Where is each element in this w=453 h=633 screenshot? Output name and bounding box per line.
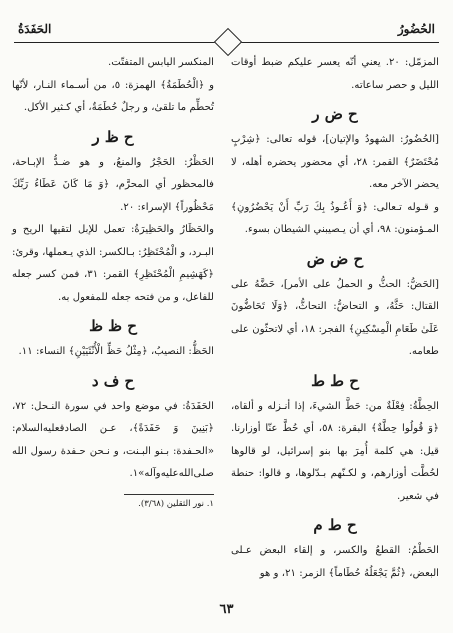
entry-paragraph: الحِطَّةُ: فِعْلَةٌ من: حَطَّ الشيءَ، إذا أنـزله و ألقاه، ﴿وَ قُولُوا حِطَّةٌ﴾ البقرة: ٥٨، أي حُطَّ عنّا أوزارنا. قيل: هي كلمة أُمِرَ بها بنو إسرائيل، لو قالوها لحُطَّت أوزارهم، و لكـنّهم بـدّلوها، و قالوا: حنطة في شعير.	[231, 400, 440, 502]
entry-root-heading: ح ض ض	[306, 249, 364, 268]
entry-paragraph: المزمّل: ٢٠. يعني أنّه يعسر عليكم ضبط أوقات الليل و حصر ساعاته.	[231, 57, 439, 91]
footnote: ١. نور الثقلين (٣/٦٨).	[138, 498, 214, 509]
entry-root-heading: ح ظ ر	[92, 127, 134, 146]
left-column	[12, 52, 214, 511]
entry-paragraph: الحَظُّ: النصيبُ، ﴿مِثْلُ حَظِّ الْأُنْثَيَيْنِ﴾ النساء: ١١.	[18, 346, 214, 357]
entry-paragraph: الحَطْمُ: القطعُ والكسر، و إلقاء البعض عـلى البعض، ﴿ثُمَّ يَجْعَلُهُ حُطَاماً﴾ الزمر: ٢١، و هو	[231, 545, 439, 579]
entry-root-heading: ح ط ط	[311, 371, 359, 390]
entry-paragraph: [الحُضُورُ: الشهودُ والإتيان]، قوله تعالى: ﴿شِرْبٍ مُحْتَضَرٌ﴾ القمر: ٢٨، أي محضور يحضره أهله، لا يحضر الآخر معه.	[231, 134, 439, 190]
entry-paragraph: [الحَضُّ: الحثُّ و الحملُ على الأمر]، حَضَّهُ على القتال: حَثَّهُ، و التحاضُّ: التحاثُّ، ﴿وَلَا تَحَاضُّونَ عَلَىٰ طَعَامِ الْمِسْكِينِ﴾ الفجر: ١٨، أي لاتحثّون على طعامه.	[231, 278, 440, 357]
right-column	[231, 52, 439, 585]
entry-root-heading: ح ض ر	[312, 105, 358, 123]
running-header	[14, 22, 439, 42]
entry-paragraph: الحَفَدَةُ: في موضع واحد في سورة النـحل: ٧٢، ﴿بَنِينَ وَ حَفَدَةً﴾، عـن الصادقعليه‌السلام: «الحـفدة: بـنو البـنت، و نـحن حـفدة رسول الله صلى‌الله‌عليه‌وآله»١.	[12, 400, 214, 479]
page-number: ٦٣	[219, 602, 234, 617]
entry-root-heading: ح ظ ظ	[89, 317, 137, 335]
footnote-separator	[124, 494, 214, 495]
entry-paragraph: و ﴿الْحُطَمَةُ﴾ الهمزة: ٥، من أسـماء النـار، لأنّها تُحطِّم ما تلقىٰ، و رجلٌ حُطَمَةٌ، أي كـثير الأكل.	[12, 79, 214, 113]
entry-root-heading: ح ط م	[313, 516, 357, 534]
entry-paragraph: الحَظْرُ: الحَجْرُ والمنعُ، و هو ضـدُّ الإبـاحة، فالمحظور أي المحرَّم، ﴿وَ مَا كَانَ عَطَاءُ رَبِّكَ مَحْظُوراً﴾ الإسراء: ٢٠.	[12, 156, 214, 213]
header-left-title: الحَفَدَةُ	[18, 22, 52, 36]
entry-root-heading: ح ف د	[91, 371, 135, 390]
entry-paragraph: والحَظَارُ والحَظِيرَةُ: تعمل للإبل لتقيها الريح و البـرد، و الْمُحْتَظِرُ: بـالكسر: الذي يـعملها، وقرئ: ﴿كَهَشِيمِ الْمُحْتَظِرِ﴾ القمر: ٣١، فمن كسر جعله للفاعل، و من فتحه جعله للمفعول به.	[12, 224, 215, 303]
entry-paragraph: و قـوله تـعالى: ﴿وَ أَعُـوذُ بِكَ رَبِّ أَنْ يَحْضُرُونِ﴾ المـؤمنون: ٩٨، أي أن يـصيبني الشيطان بسوء.	[231, 201, 439, 235]
entry-paragraph: المنكسر اليابس المتفتّت.	[107, 57, 214, 68]
header-right-title: الحُضُورُ	[397, 22, 435, 36]
